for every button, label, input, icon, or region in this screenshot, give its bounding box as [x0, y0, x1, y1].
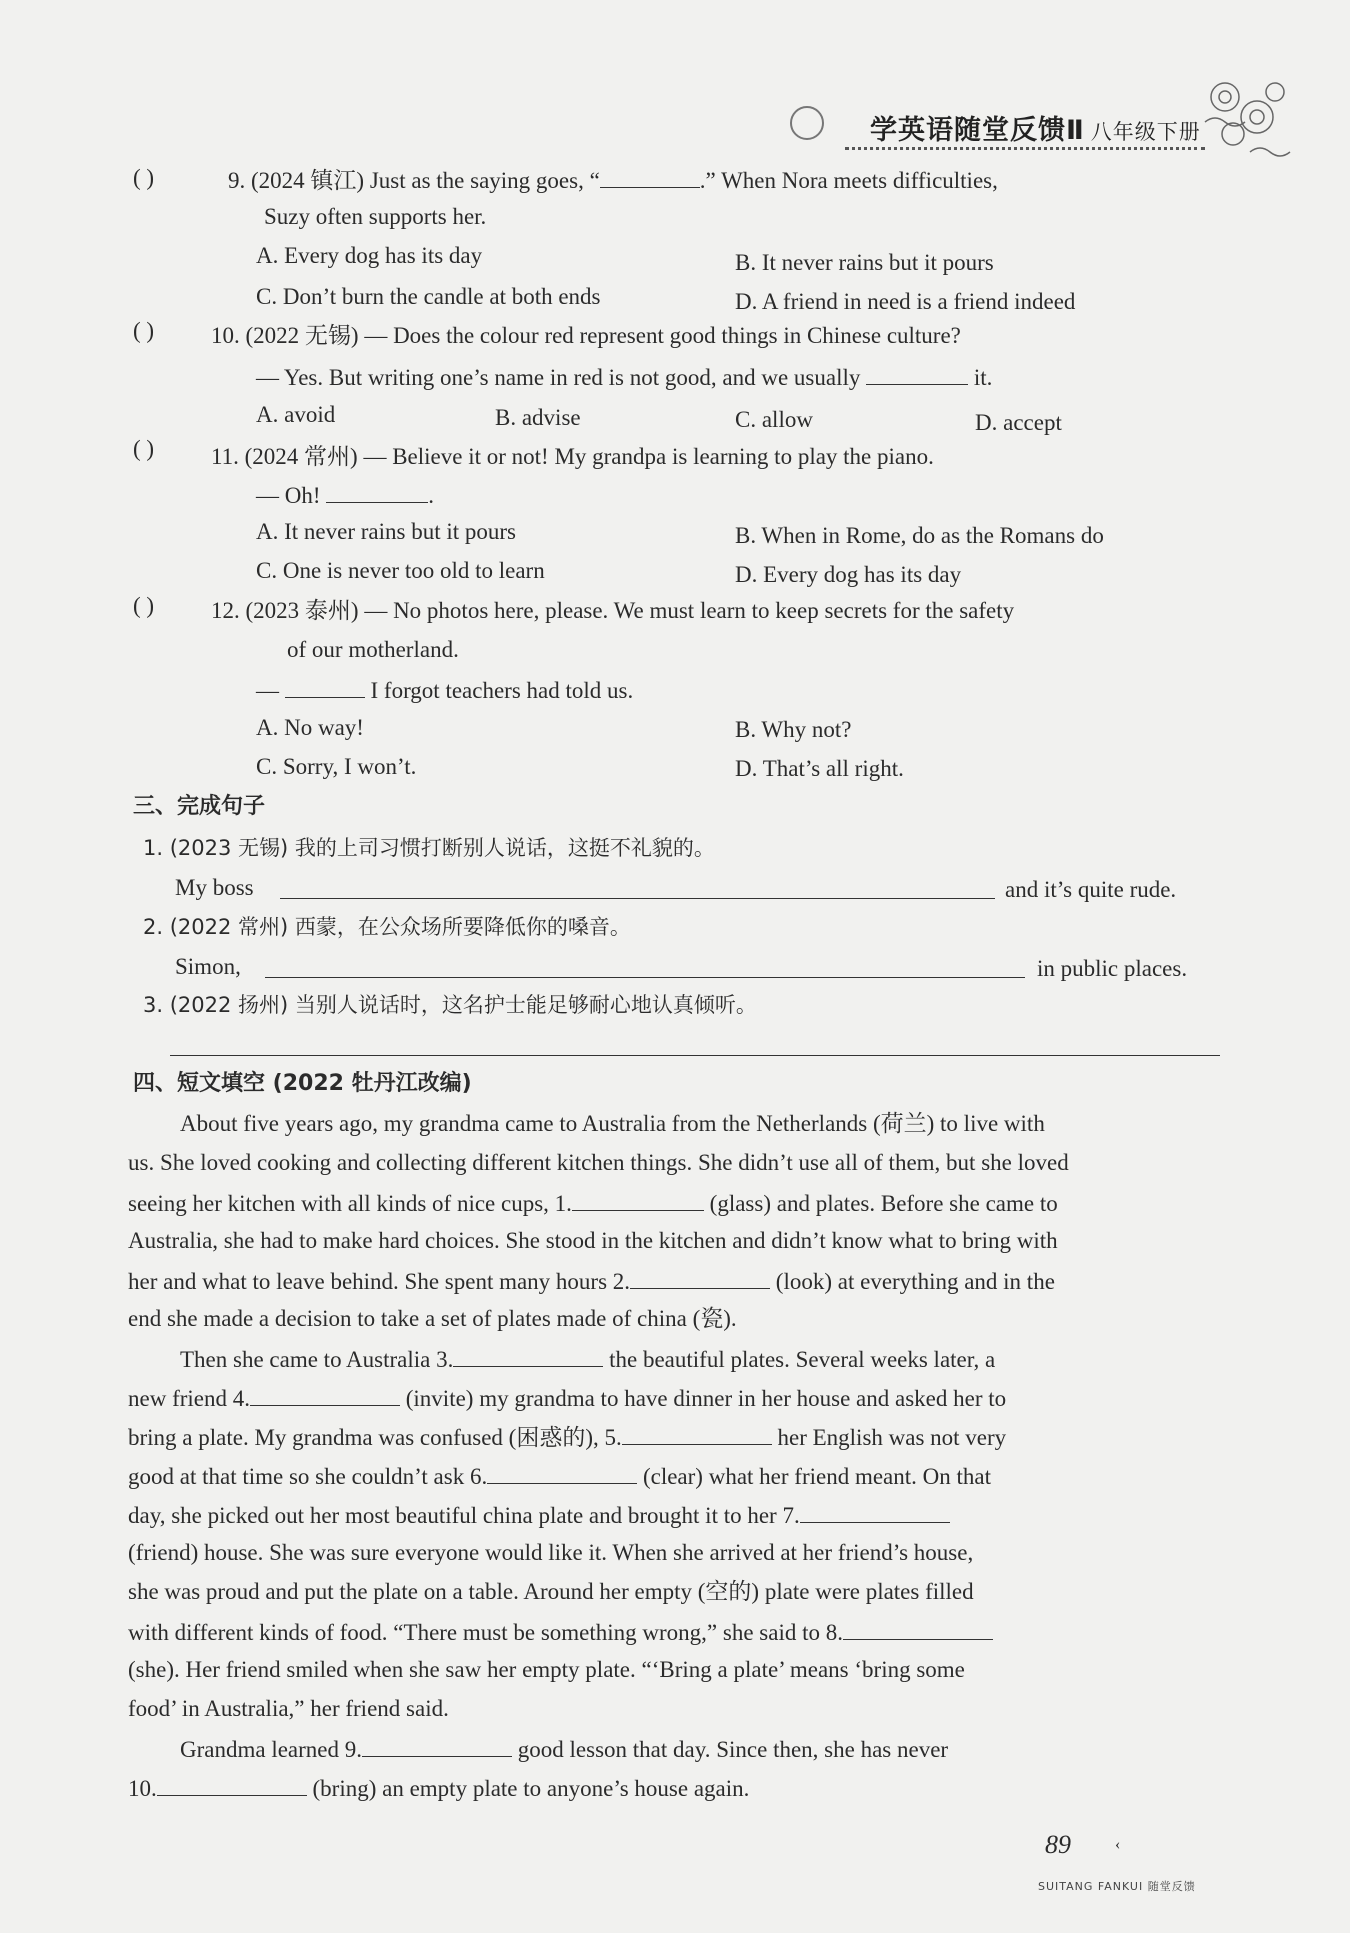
s3-q2-pre: Simon,	[175, 954, 241, 979]
blank-10[interactable]	[157, 1773, 307, 1796]
section-4-title: 四、短文填空 (2022 牡丹江改编)	[133, 1071, 472, 1096]
q12-stem: 12. (2023 泰州) — No photos here, please. We must learn to keep secrets for the safety	[211, 598, 1015, 623]
passage-line: new friend 4. (invite) my grandma to have dinner in her house and asked her to	[128, 1383, 1006, 1413]
q12-blank[interactable]	[285, 675, 365, 698]
passage-line: good at that time so she couldn’t ask 6. (clear) what her friend meant. On that	[128, 1461, 991, 1491]
passage-line: (she). Her friend smiled when she saw her empty plate. “‘Bring a plate’ means ‘bring some	[128, 1657, 965, 1682]
passage-line: end she made a decision to take a set of plates made of china (瓷).	[128, 1306, 737, 1331]
answer-paren[interactable]: ( )	[133, 165, 155, 190]
grade-label: 八年级下册	[1090, 120, 1201, 144]
q10-stem: 10. (2022 无锡) — Does the colour red represent good things in Chinese culture?	[211, 323, 961, 348]
q10-option-d[interactable]: D. accept	[975, 410, 1062, 435]
q9-option-d[interactable]: D. A friend in need is a friend indeed	[735, 289, 1076, 314]
q9-stem: 9. (2024 镇江) Just as the saying goes, “ .” When Nora meets difficulties,	[228, 165, 998, 195]
q10-blank[interactable]	[866, 362, 968, 385]
s3-q1-answer-line[interactable]	[280, 898, 995, 899]
passage-line: Then she came to Australia 3. the beautiful plates. Several weeks later, a	[180, 1344, 995, 1374]
book-title: 学英语随堂反馈Ⅱ	[870, 115, 1085, 146]
passage-line: 10. (bring) an empty plate to anyone’s house again.	[128, 1773, 749, 1803]
q9-option-c[interactable]: C. Don’t burn the candle at both ends	[256, 284, 601, 309]
q12-option-a[interactable]: A. No way!	[256, 715, 364, 740]
blank-7[interactable]	[800, 1500, 950, 1523]
q11-stem-line2: — Oh! .	[256, 480, 434, 510]
passage-line: day, she picked out her most beautiful china plate and brought it to her 7.	[128, 1500, 950, 1530]
blank-2[interactable]	[630, 1266, 770, 1289]
passage-line: Australia, she had to make hard choices. She stood in the kitchen and didn’t know what to bring with	[128, 1228, 1058, 1253]
q11-option-d[interactable]: D. Every dog has its day	[735, 562, 962, 587]
q9-option-b[interactable]: B. It never rains but it pours	[735, 250, 994, 275]
passage-line: seeing her kitchen with all kinds of nice cups, 1. (glass) and plates. Before she came to	[128, 1188, 1058, 1218]
passage-line: her and what to leave behind. She spent many hours 2. (look) at everything and in the	[128, 1266, 1055, 1296]
s3-q1-post: and it’s quite rude.	[1005, 877, 1177, 902]
passage-line: bring a plate. My grandma was confused (困惑的), 5. her English was not very	[128, 1422, 1006, 1452]
q11-option-a[interactable]: A. It never rains but it pours	[256, 519, 516, 544]
s3-q3-answer-line[interactable]	[170, 1055, 1220, 1056]
blank-4[interactable]	[250, 1383, 400, 1406]
passage-line: with different kinds of food. “There must be something wrong,” she said to 8.	[128, 1617, 993, 1647]
q12-option-b[interactable]: B. Why not?	[735, 717, 852, 742]
footer-brand: SUITANG FANKUI 随堂反馈	[1038, 1880, 1196, 1893]
section-3-title: 三、完成句子	[133, 794, 266, 819]
passage-line: About five years ago, my grandma came to Australia from the Netherlands (荷兰) to live with	[180, 1111, 1045, 1136]
arrow-left-icon: ‹	[1115, 1836, 1121, 1853]
q9-blank[interactable]	[600, 165, 700, 188]
s3-q2-answer-line[interactable]	[265, 977, 1025, 978]
s3-q1-pre: My boss	[175, 875, 254, 900]
s3-q2-prompt: 2. (2022 常州) 西蒙，在公众场所要降低你的嗓音。	[143, 915, 631, 939]
q10-option-b[interactable]: B. advise	[495, 405, 581, 430]
q12-stem-line2: of our motherland.	[287, 637, 459, 662]
s3-q2-post: in public places.	[1037, 956, 1188, 981]
q10-stem-line2: — Yes. But writing one’s name in red is not good, and we usually it.	[256, 362, 992, 392]
passage-line: food’ in Australia,” her friend said.	[128, 1696, 449, 1721]
header-title	[870, 108, 1201, 147]
q11-option-b[interactable]: B. When in Rome, do as the Romans do	[735, 523, 1104, 548]
q10-option-c[interactable]: C. allow	[735, 407, 813, 432]
q12-stem-line3: — I forgot teachers had told us.	[256, 675, 633, 705]
q9-stem-line2: Suzy often supports her.	[264, 204, 487, 229]
passage-line: us. She loved cooking and collecting different kitchen things. She didn’t use all of them, but she loved	[128, 1150, 1069, 1175]
q12-option-d[interactable]: D. That’s all right.	[735, 756, 904, 781]
blank-9[interactable]	[362, 1734, 512, 1757]
s3-q3-prompt: 3. (2022 扬州) 当别人说话时，这名护士能足够耐心地认真倾听。	[143, 993, 757, 1017]
passage-line: (friend) house. She was sure everyone would like it. When she arrived at her friend’s house,	[128, 1540, 974, 1565]
q10-option-a[interactable]: A. avoid	[256, 402, 336, 427]
flower-decoration-icon	[1195, 72, 1295, 162]
header-ornament-icon	[790, 106, 824, 140]
header-divider	[845, 147, 1205, 150]
answer-paren[interactable]: ( )	[133, 593, 155, 618]
passage-line: she was proud and put the plate on a table. Around her empty (空的) plate were plates filled	[128, 1579, 974, 1604]
q9-option-a[interactable]: A. Every dog has its day	[256, 243, 483, 268]
blank-8[interactable]	[843, 1617, 993, 1640]
answer-paren[interactable]: ( )	[133, 318, 155, 343]
blank-6[interactable]	[487, 1461, 637, 1484]
blank-5[interactable]	[622, 1422, 772, 1445]
page-number: 89	[1045, 1830, 1071, 1859]
blank-1[interactable]	[572, 1188, 704, 1211]
q12-option-c[interactable]: C. Sorry, I won’t.	[256, 754, 417, 779]
q11-stem: 11. (2024 常州) — Believe it or not! My grandpa is learning to play the piano.	[211, 444, 934, 469]
q11-option-c[interactable]: C. One is never too old to learn	[256, 558, 545, 583]
answer-paren[interactable]: ( )	[133, 436, 155, 461]
q11-blank[interactable]	[326, 480, 428, 503]
passage-line: Grandma learned 9. good lesson that day. Since then, she has never	[180, 1734, 948, 1764]
s3-q1-prompt: 1. (2023 无锡) 我的上司习惯打断别人说话，这挺不礼貌的。	[143, 836, 715, 860]
blank-3[interactable]	[453, 1344, 603, 1367]
